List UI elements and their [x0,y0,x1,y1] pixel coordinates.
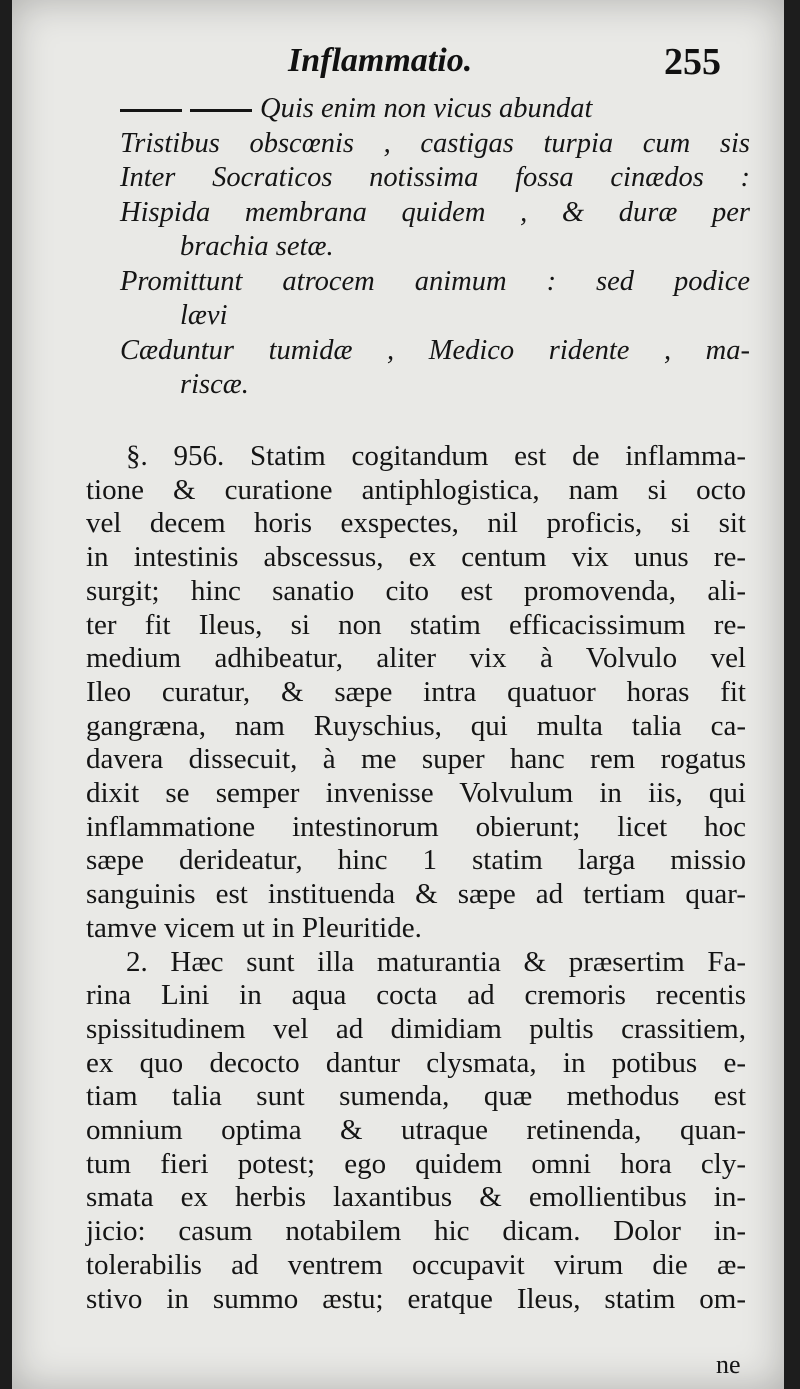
text-line: surgit; hinc sanatio cito est promovenda, ali- [86,574,746,607]
text-line: stivo in summo æstu; eratque Ileus, statim om- [86,1282,746,1315]
text-line: dixit se semper invenisse Volvulum in iis, qui [86,777,746,810]
em-dash [190,109,252,112]
text-line: sæpe derideatur, hinc 1 statim larga missio [86,844,746,877]
verse-line: Cæduntur tumidæ , Medico ridente , ma- [120,334,750,366]
text-line: spissitudinem vel ad dimidiam pultis crassitiem, [86,1012,746,1045]
text-line: Ileo curatur, & sæpe intra quatuor horas fit [86,675,746,708]
text-line: tamve vicem ut in Pleuritide. [86,911,422,944]
text-line: tolerabilis ad ventrem occupavit virum die æ- [86,1248,746,1281]
text-line: sanguinis est instituenda & sæpe ad tertiam quar- [86,878,746,911]
book-page [12,0,784,1389]
verse-line: brachia setæ. [180,231,334,262]
text-line: §. 956. Statim cogitandum est de inflamma- [126,440,746,472]
text-line: omnium optima & utraque retinenda, quan- [86,1114,746,1147]
text-line: 2. Hæc sunt illa maturantia & præsertim Fa- [126,945,746,978]
page-header [12,42,784,86]
text-line: tione & curatione antiphlogistica, nam si octo [86,473,746,506]
text-line: vel decem horis exspectes, nil proficis, si sit [86,507,746,540]
text-line: rina Lini in aqua cocta ad cremoris recentis [86,979,746,1012]
text-line: inflammatione intestinorum obierunt; licet hoc [86,810,746,843]
text-line: ex quo decocto dantur clysmata, in potibus e- [86,1046,746,1079]
running-title: Inflammatio. [288,42,473,79]
text-line: gangræna, nam Ruyschius, qui multa talia ca- [86,709,746,742]
text-line: tiam talia sunt sumenda, quæ methodus est [86,1080,746,1113]
verse-quotation [120,92,750,403]
verse-line: riscæ. [180,369,249,400]
text-line: davera dissecuit, à me super hanc rem rogatus [86,743,746,776]
verse-line: Quis enim non vicus abundat [120,92,750,127]
verse-line: Promittunt atrocem animum : sed podice [120,265,750,297]
page-number: 255 [664,41,721,83]
verse-line: Hispida membrana quidem , & duræ per [120,196,750,228]
catchword: ne [716,1350,741,1379]
verse-line: Tristibus obscœnis , castigas turpia cum sis [120,127,750,159]
text-line: smata ex herbis laxantibus & emollientibus in- [86,1181,746,1214]
text-line: tum fieri potest; ego quidem omni hora cly- [86,1147,746,1180]
body-text [86,440,746,1316]
text-line: in intestinis abscessus, ex centum vix unus re- [86,541,746,574]
text-line: jicio: casum notabilem hic dicam. Dolor in- [86,1215,746,1248]
em-dash [120,109,182,112]
text-line: medium adhibeatur, aliter vix à Volvulo vel [86,642,746,675]
verse-line: lævi [180,300,228,331]
text-line: ter fit Ileus, si non statim efficacissimum re- [86,608,746,641]
verse-line: Inter Socraticos notissima fossa cinædos : [120,162,750,193]
